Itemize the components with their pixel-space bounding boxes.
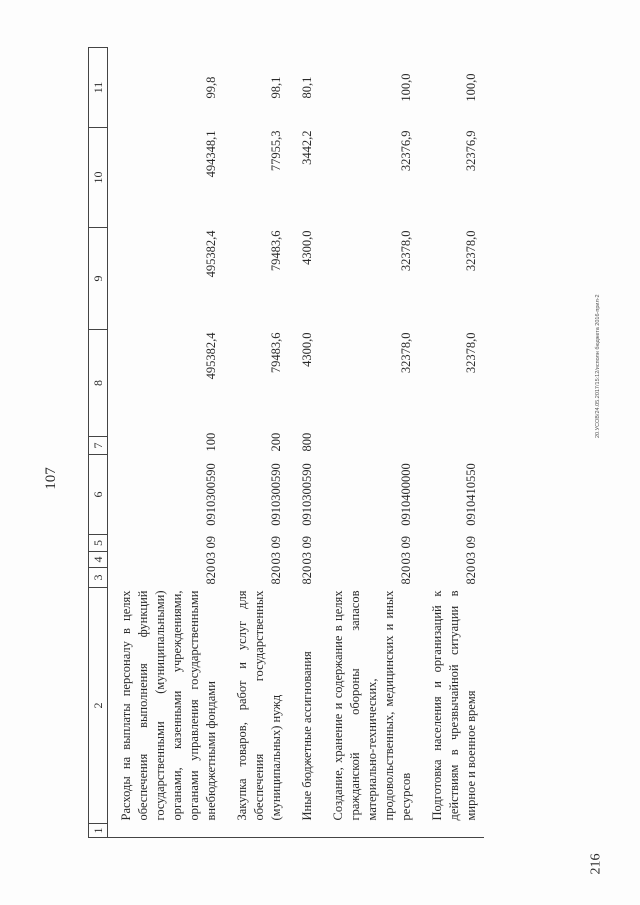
rotated-table-sheet — [88, 48, 518, 838]
value-col10: 32376,9 — [399, 130, 413, 172]
code-subsection: 09 — [399, 536, 413, 549]
code-target: 0910300590 — [204, 463, 218, 526]
code-subsection: 09 — [269, 536, 283, 549]
page-number-top: 107 — [42, 467, 59, 490]
row-marker-cell — [224, 824, 289, 838]
table-row — [289, 48, 320, 838]
budget-table — [88, 47, 484, 838]
value-col10: 494348,1 — [204, 130, 218, 178]
code-subsection: 09 — [300, 536, 314, 549]
code-section: 03 — [399, 552, 413, 565]
row-marker-cell — [108, 824, 225, 838]
header-cell: 4 — [89, 552, 108, 568]
code-target: 0910410550 — [464, 463, 478, 526]
header-cell: 2 — [89, 588, 108, 824]
row-marker-cell — [419, 824, 484, 838]
row-name: Расходы на выплаты персоналу в целях обеспечения выполнения функций государственными (муниципальными) органами, казенными учреждениями, органами управления государственными внебюджетными фондами — [119, 590, 218, 821]
header-cell: 10 — [89, 128, 108, 228]
value-col11: 99,8 — [204, 76, 218, 99]
header-cell: 8 — [89, 330, 108, 437]
footer-file-path: 20.УСОВ/24.05.2017/15:12/исполн бюджета 2016-прил-2 — [595, 294, 601, 438]
code-section: 03 — [464, 552, 478, 565]
table-header-row — [89, 48, 108, 838]
header-cell: 11 — [89, 48, 108, 128]
row-marker-cell — [320, 824, 419, 838]
code-expense-type: 800 — [300, 432, 314, 452]
code-admin: 820 — [300, 565, 314, 585]
code-subsection: 09 — [464, 536, 478, 549]
row-name: Подготовка населения и организаций к действиям в чрезвычайной ситуации в мирное и военное время — [430, 590, 478, 821]
code-expense-type — [320, 437, 419, 455]
value-col9: 495382,4 — [204, 230, 218, 278]
value-col9: 79483,6 — [269, 230, 283, 272]
code-target: 0910300590 — [269, 463, 283, 526]
code-expense-type: 100 — [204, 432, 218, 452]
value-col10: 3442,2 — [300, 130, 314, 165]
code-admin: 820 — [204, 565, 218, 585]
value-col8: 4300,0 — [300, 332, 314, 367]
value-col11: 80,1 — [300, 76, 314, 99]
header-cell: 3 — [89, 568, 108, 588]
value-col11: 98,1 — [269, 76, 283, 99]
value-col10: 77955,3 — [269, 130, 283, 172]
page-number-bottom: 216 — [588, 853, 604, 875]
header-cell: 5 — [89, 535, 108, 552]
value-col9: 4300,0 — [300, 230, 314, 265]
code-admin: 820 — [399, 565, 413, 585]
header-cell: 7 — [89, 437, 108, 455]
code-target: 0910400000 — [399, 463, 413, 526]
value-col8: 79483,6 — [269, 332, 283, 374]
code-target: 0910300590 — [300, 463, 314, 526]
row-marker-cell — [289, 824, 320, 838]
code-subsection: 09 — [204, 536, 218, 549]
code-section: 03 — [300, 552, 314, 565]
code-admin: 820 — [464, 565, 478, 585]
value-col8: 32378,0 — [399, 332, 413, 374]
code-admin: 820 — [269, 565, 283, 585]
value-col11: 100,0 — [399, 73, 413, 102]
value-col11: 100,0 — [464, 73, 478, 102]
value-col9: 32378,0 — [464, 230, 478, 272]
value-col8: 32378,0 — [464, 332, 478, 374]
table-row — [320, 48, 419, 838]
value-col8: 495382,4 — [204, 332, 218, 380]
value-col10: 32376,9 — [464, 130, 478, 172]
code-section: 03 — [204, 552, 218, 565]
row-name: Закупка товаров, работ и услуг для обеспечения государственных (муниципальных) нужд — [235, 590, 283, 821]
row-name: Иные бюджетные ассигнования — [300, 651, 314, 821]
table-row — [108, 48, 225, 838]
header-cell: 1 — [89, 824, 108, 838]
table-row — [224, 48, 289, 838]
value-col9: 32378,0 — [399, 230, 413, 272]
header-cell: 9 — [89, 228, 108, 330]
code-expense-type: 200 — [269, 432, 283, 452]
row-name: Создание, хранение и содержание в целях гражданской обороны запасов материально-технических, продовольственных, медицинских и иных ресурсов — [331, 590, 413, 821]
table-row — [419, 48, 484, 838]
header-cell: 6 — [89, 455, 108, 535]
code-section: 03 — [269, 552, 283, 565]
code-expense-type — [419, 437, 484, 455]
